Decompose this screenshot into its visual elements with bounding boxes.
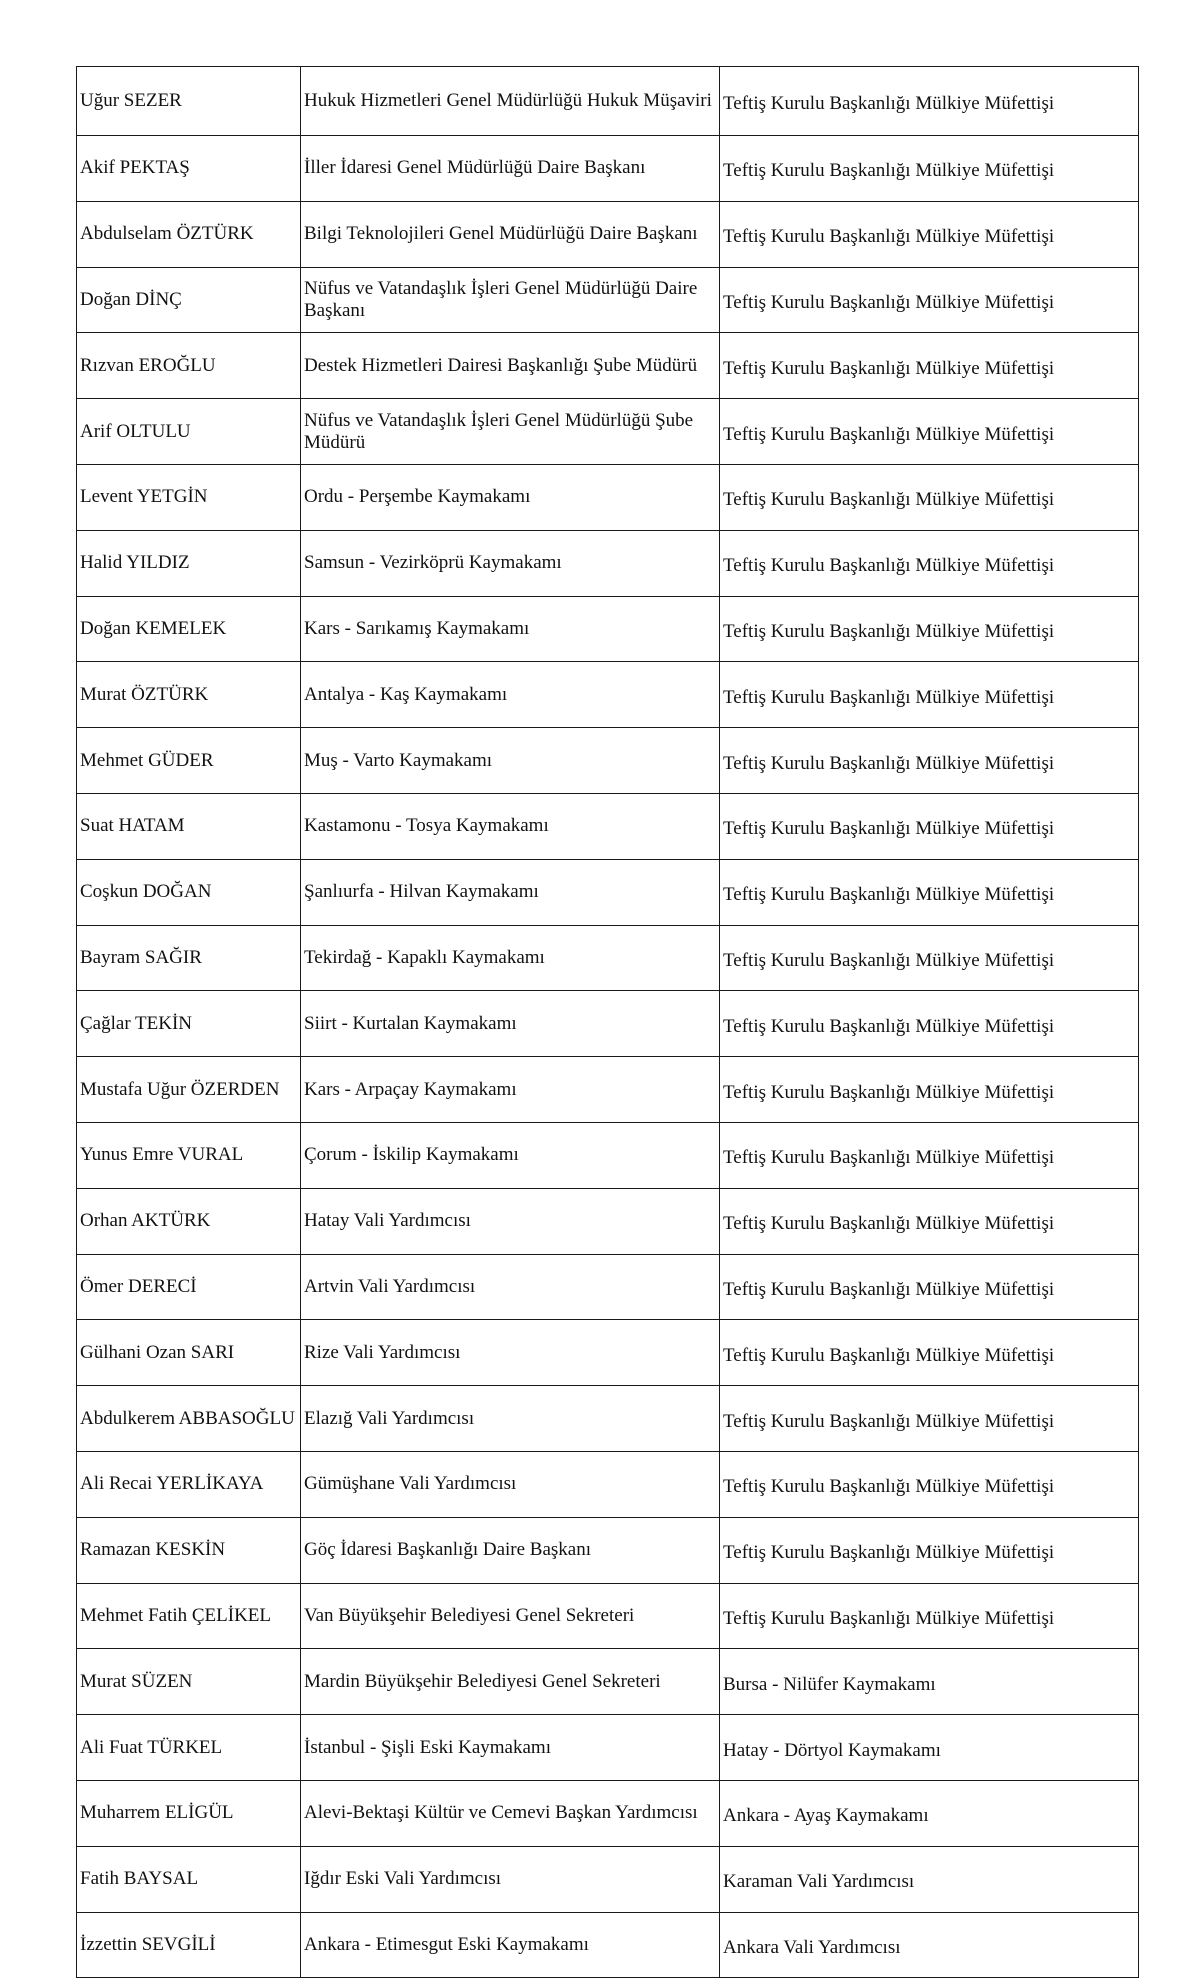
table-row [77, 1583, 1139, 1649]
new-position-cell: Teftiş Kurulu Başkanlığı Mülkiye Müfettişi [720, 67, 1139, 136]
new-position-cell: Teftiş Kurulu Başkanlığı Mülkiye Müfettişi [720, 333, 1139, 399]
current-position-cell: Samsun - Vezirköprü Kaymakamı [301, 530, 720, 596]
current-position-cell: Nüfus ve Vatandaşlık İşleri Genel Müdürlüğü Daire Başkanı [301, 267, 720, 333]
table-row [77, 1188, 1139, 1254]
new-position-cell: Hatay - Dörtyol Kaymakamı [720, 1715, 1139, 1781]
table-row [77, 793, 1139, 859]
new-position-cell: Teftiş Kurulu Başkanlığı Mülkiye Müfettişi [720, 1188, 1139, 1254]
name-cell: Muharrem ELİGÜL [77, 1780, 301, 1846]
new-position-cell: Teftiş Kurulu Başkanlığı Mülkiye Müfettişi [720, 1057, 1139, 1123]
table-row [77, 1649, 1139, 1715]
table-row [77, 1715, 1139, 1781]
current-position-cell: Van Büyükşehir Belediyesi Genel Sekreteri [301, 1583, 720, 1649]
current-position-cell: İstanbul - Şişli Eski Kaymakamı [301, 1715, 720, 1781]
current-position-cell: Ankara - Etimesgut Eski Kaymakamı [301, 1912, 720, 1978]
name-cell: Ramazan KESKİN [77, 1517, 301, 1583]
current-position-cell: İller İdaresi Genel Müdürlüğü Daire Başkanı [301, 136, 720, 202]
current-position-cell: Artvin Vali Yardımcısı [301, 1254, 720, 1320]
current-position-cell: Gümüşhane Vali Yardımcısı [301, 1451, 720, 1517]
new-position-cell: Teftiş Kurulu Başkanlığı Mülkiye Müfettişi [720, 201, 1139, 267]
table-row [77, 1451, 1139, 1517]
current-position-cell: Siirt - Kurtalan Kaymakamı [301, 991, 720, 1057]
table-row [77, 859, 1139, 925]
table-row [77, 1780, 1139, 1846]
new-position-cell: Ankara Vali Yardımcısı [720, 1912, 1139, 1978]
appointments-table [76, 66, 1139, 1978]
name-cell: Gülhani Ozan SARI [77, 1320, 301, 1386]
current-position-cell: Alevi-Bektaşi Kültür ve Cemevi Başkan Yardımcısı [301, 1780, 720, 1846]
name-cell: Arif OLTULU [77, 399, 301, 465]
table-row [77, 925, 1139, 991]
new-position-cell: Teftiş Kurulu Başkanlığı Mülkiye Müfettişi [720, 1386, 1139, 1452]
table-row [77, 267, 1139, 333]
name-cell: Orhan AKTÜRK [77, 1188, 301, 1254]
table-row [77, 1320, 1139, 1386]
new-position-cell: Teftiş Kurulu Başkanlığı Mülkiye Müfettişi [720, 399, 1139, 465]
name-cell: Çağlar TEKİN [77, 991, 301, 1057]
current-position-cell: Tekirdağ - Kapaklı Kaymakamı [301, 925, 720, 991]
current-position-cell: Nüfus ve Vatandaşlık İşleri Genel Müdürlüğü Şube Müdürü [301, 399, 720, 465]
current-position-cell: Kars - Arpaçay Kaymakamı [301, 1057, 720, 1123]
new-position-cell: Teftiş Kurulu Başkanlığı Mülkiye Müfettişi [720, 596, 1139, 662]
current-position-cell: Ordu - Perşembe Kaymakamı [301, 464, 720, 530]
current-position-cell: Şanlıurfa - Hilvan Kaymakamı [301, 859, 720, 925]
current-position-cell: Kastamonu - Tosya Kaymakamı [301, 793, 720, 859]
table-row [77, 399, 1139, 465]
name-cell: Ali Recai YERLİKAYA [77, 1451, 301, 1517]
name-cell: Akif PEKTAŞ [77, 136, 301, 202]
table-row [77, 662, 1139, 728]
current-position-cell: Destek Hizmetleri Dairesi Başkanlığı Şube Müdürü [301, 333, 720, 399]
table-row [77, 201, 1139, 267]
current-position-cell: Kars - Sarıkamış Kaymakamı [301, 596, 720, 662]
table-row [77, 1517, 1139, 1583]
new-position-cell: Bursa - Nilüfer Kaymakamı [720, 1649, 1139, 1715]
table-row [77, 464, 1139, 530]
table-row [77, 1912, 1139, 1978]
name-cell: Mehmet GÜDER [77, 728, 301, 794]
new-position-cell: Ankara - Ayaş Kaymakamı [720, 1780, 1139, 1846]
table-row [77, 67, 1139, 136]
new-position-cell: Teftiş Kurulu Başkanlığı Mülkiye Müfettişi [720, 136, 1139, 202]
new-position-cell: Teftiş Kurulu Başkanlığı Mülkiye Müfettişi [720, 1451, 1139, 1517]
table-row [77, 596, 1139, 662]
name-cell: Murat ÖZTÜRK [77, 662, 301, 728]
name-cell: Uğur SEZER [77, 67, 301, 136]
table-row [77, 991, 1139, 1057]
table-row [77, 1057, 1139, 1123]
current-position-cell: Muş - Varto Kaymakamı [301, 728, 720, 794]
current-position-cell: Mardin Büyükşehir Belediyesi Genel Sekreteri [301, 1649, 720, 1715]
new-position-cell: Teftiş Kurulu Başkanlığı Mülkiye Müfettişi [720, 991, 1139, 1057]
table-row [77, 1122, 1139, 1188]
current-position-cell: Çorum - İskilip Kaymakamı [301, 1122, 720, 1188]
name-cell: Bayram SAĞIR [77, 925, 301, 991]
current-position-cell: Elazığ Vali Yardımcısı [301, 1386, 720, 1452]
name-cell: Doğan KEMELEK [77, 596, 301, 662]
name-cell: Mustafa Uğur ÖZERDEN [77, 1057, 301, 1123]
document-page [76, 66, 1138, 1978]
new-position-cell: Teftiş Kurulu Başkanlığı Mülkiye Müfettişi [720, 728, 1139, 794]
new-position-cell: Teftiş Kurulu Başkanlığı Mülkiye Müfettişi [720, 1583, 1139, 1649]
new-position-cell: Teftiş Kurulu Başkanlığı Mülkiye Müfettişi [720, 1517, 1139, 1583]
new-position-cell: Teftiş Kurulu Başkanlığı Mülkiye Müfettişi [720, 267, 1139, 333]
name-cell: Suat HATAM [77, 793, 301, 859]
new-position-cell: Teftiş Kurulu Başkanlığı Mülkiye Müfettişi [720, 859, 1139, 925]
name-cell: Ömer DERECİ [77, 1254, 301, 1320]
current-position-cell: Hatay Vali Yardımcısı [301, 1188, 720, 1254]
table-row [77, 136, 1139, 202]
new-position-cell: Teftiş Kurulu Başkanlığı Mülkiye Müfettişi [720, 1254, 1139, 1320]
current-position-cell: Antalya - Kaş Kaymakamı [301, 662, 720, 728]
table-row [77, 333, 1139, 399]
name-cell: Fatih BAYSAL [77, 1846, 301, 1912]
name-cell: Doğan DİNÇ [77, 267, 301, 333]
new-position-cell: Teftiş Kurulu Başkanlığı Mülkiye Müfettişi [720, 925, 1139, 991]
name-cell: Mehmet Fatih ÇELİKEL [77, 1583, 301, 1649]
new-position-cell: Karaman Vali Yardımcısı [720, 1846, 1139, 1912]
new-position-cell: Teftiş Kurulu Başkanlığı Mülkiye Müfettişi [720, 662, 1139, 728]
table-row [77, 1254, 1139, 1320]
new-position-cell: Teftiş Kurulu Başkanlığı Mülkiye Müfettişi [720, 464, 1139, 530]
name-cell: Levent YETGİN [77, 464, 301, 530]
name-cell: Ali Fuat TÜRKEL [77, 1715, 301, 1781]
new-position-cell: Teftiş Kurulu Başkanlığı Mülkiye Müfettişi [720, 1320, 1139, 1386]
table-row [77, 728, 1139, 794]
current-position-cell: Hukuk Hizmetleri Genel Müdürlüğü Hukuk Müşaviri [301, 67, 720, 136]
name-cell: Coşkun DOĞAN [77, 859, 301, 925]
table-row [77, 1386, 1139, 1452]
new-position-cell: Teftiş Kurulu Başkanlığı Mülkiye Müfettişi [720, 793, 1139, 859]
name-cell: Abdulselam ÖZTÜRK [77, 201, 301, 267]
current-position-cell: Bilgi Teknolojileri Genel Müdürlüğü Daire Başkanı [301, 201, 720, 267]
name-cell: Rızvan EROĞLU [77, 333, 301, 399]
table-row [77, 530, 1139, 596]
current-position-cell: Göç İdaresi Başkanlığı Daire Başkanı [301, 1517, 720, 1583]
name-cell: Yunus Emre VURAL [77, 1122, 301, 1188]
name-cell: Abdulkerem ABBASOĞLU [77, 1386, 301, 1452]
new-position-cell: Teftiş Kurulu Başkanlığı Mülkiye Müfettişi [720, 1122, 1139, 1188]
name-cell: Murat SÜZEN [77, 1649, 301, 1715]
table-row [77, 1846, 1139, 1912]
name-cell: Halid YILDIZ [77, 530, 301, 596]
current-position-cell: Rize Vali Yardımcısı [301, 1320, 720, 1386]
current-position-cell: Iğdır Eski Vali Yardımcısı [301, 1846, 720, 1912]
appointments-table-body [77, 67, 1139, 1978]
name-cell: İzzettin SEVGİLİ [77, 1912, 301, 1978]
new-position-cell: Teftiş Kurulu Başkanlığı Mülkiye Müfettişi [720, 530, 1139, 596]
